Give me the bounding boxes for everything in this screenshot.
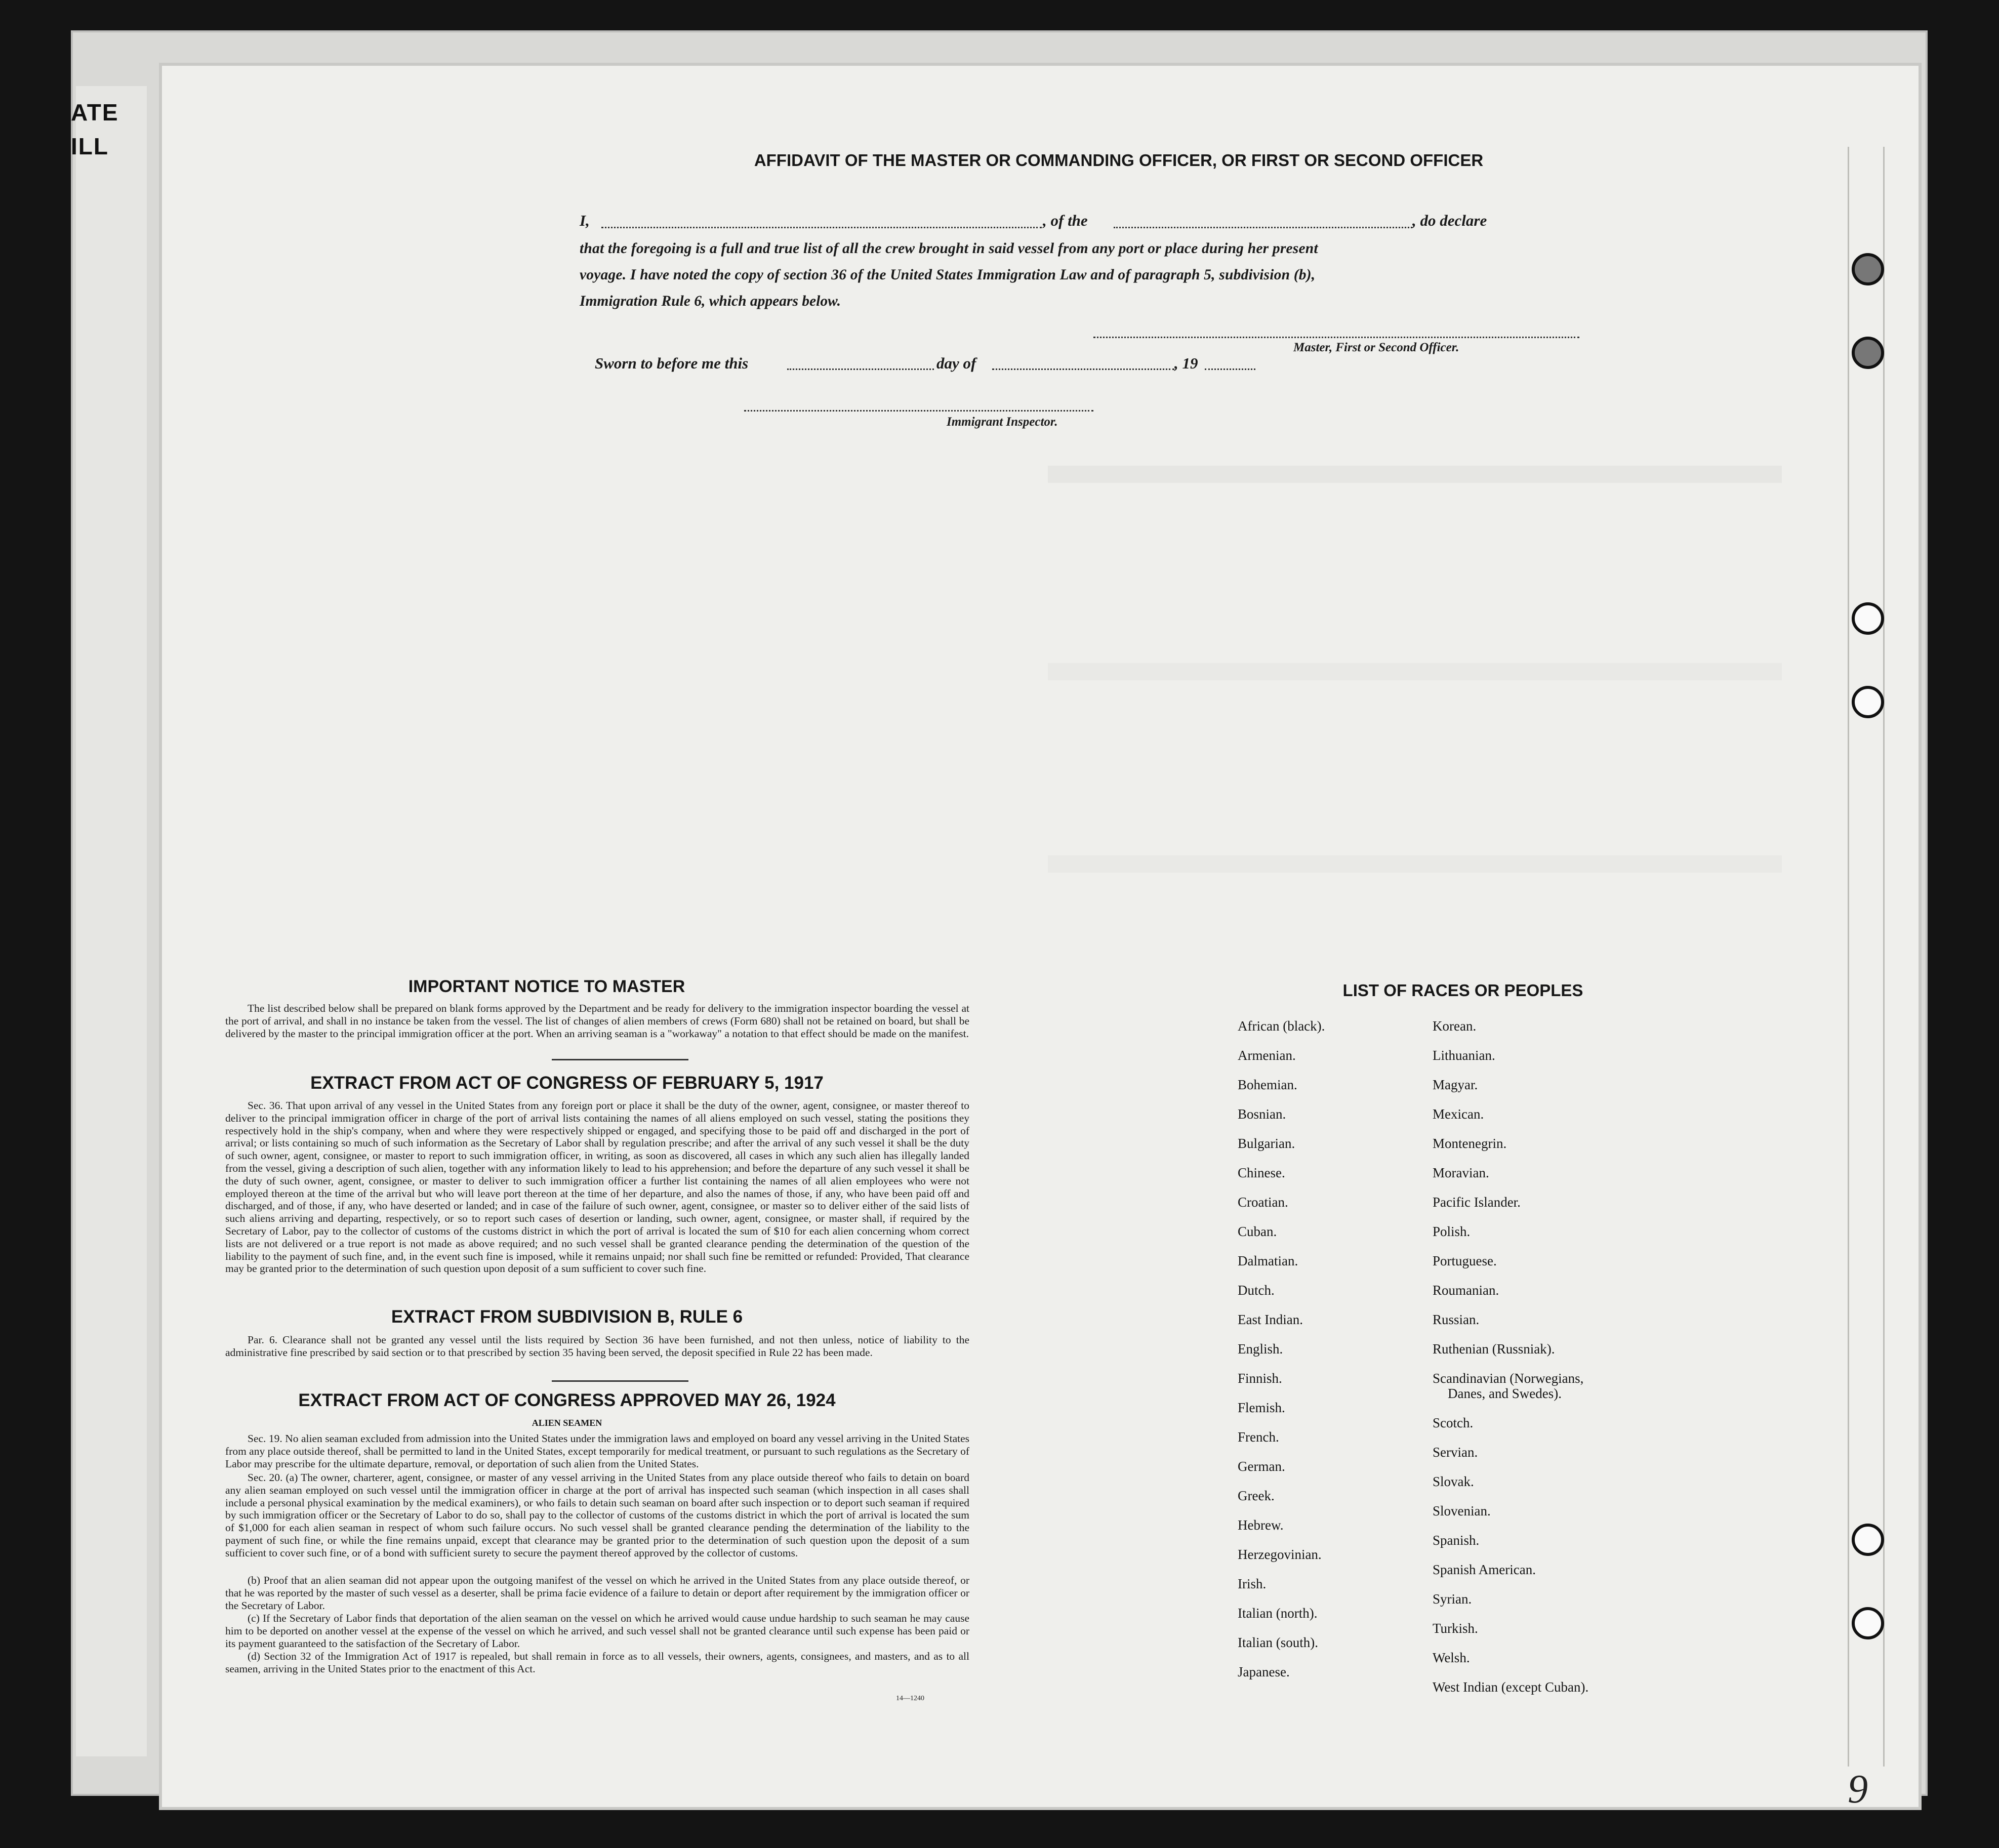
races-left-column <box>1238 1018 1325 1694</box>
race-item: Herzegovinian. <box>1238 1547 1322 1562</box>
side-margin-text-2: ILL <box>71 133 109 159</box>
race-item: Scotch. <box>1433 1415 1474 1430</box>
act-1917-title: EXTRACT FROM ACT OF CONGRESS OF FEBRUARY 5, 1917 <box>310 1073 824 1093</box>
bleed-row <box>1048 663 1782 680</box>
form-number: 14—1240 <box>896 1695 924 1702</box>
master-label: Master, First or Second Officer. <box>1293 341 1459 354</box>
race-item: West Indian (except Cuban). <box>1433 1679 1589 1695</box>
act-1924-sec20b: (b) Proof that an alien seaman did not appear upon the outgoing manifest of the vessel on which he arrived in the United States from any place outside thereof, or that he was reported by the master of such vessel as a deserter, shall be prima facie evidence of a failure to detain or deport after requirement by the immigration officer or the Secretary of Labor. <box>225 1574 969 1612</box>
race-item: Servian. <box>1433 1445 1478 1460</box>
race-item: Hebrew. <box>1238 1517 1284 1533</box>
race-item: Portuguese. <box>1433 1253 1497 1268</box>
bleed-rule <box>1883 147 1885 1767</box>
bleed-row <box>1048 855 1782 873</box>
act-1917-text: Sec. 36. That upon arrival of any vessel in the United States from any foreign port or place it shall be the duty of the owner, agent, consignee, or master thereof to deliver to the principal immigration officer in charge of the port of arrival lists containing the names of all aliens employed on such vessel, stating the positions they respectively hold in the ship's company, when and where they were respectively shipped or engaged, and specifying those to be paid off and discharged in the port of arrival; or lists containing so much of such information as the Secretary of Labor shall by regulation prescribe; and after the arrival of any such vessel it shall be the duty of such owner, agent, consignee, or master to report to such immigration officer, in writing, as soon as discovered, all cases in which any such alien has illegally landed from the vessel, giving a description of such alien, together with any information likely to lead to his apprehension; and before the departure of any such vessel it shall be the duty of such owner, agent, consignee, or master to deliver to such immigration officer a further list containing the names of all alien employees who were not employed thereon at the time of the arrival but who will leave port thereon at the time of her departure, and also the names of those, if any, who have been paid off and discharged, and of those, if any, who have deserted or landed; and in case of the failure of such owner, agent, consignee, or master so to deliver either of the said lists of such aliens arriving and departing, respectively, or so to report such cases of desertion or landing, such owner, agent, consignee, or master shall, if required by the Secretary of Labor, pay to the collector of customs of the customs district in which the port of arrival is located the sum of $10 for each alien concerning whom correct lists are not delivered or a true report is not made as above required; and no such vessel shall be granted clearance pending the determination of the question of the liability to the payment of such fine, and, in the event such fine is imposed, while it remains unpaid; nor shall such fine be remitted or refunded: Provided, That clearance may be granted prior to the determination of such question upon deposit of a sum sufficient to cover such fine. <box>225 1099 969 1275</box>
inspector-label: Immigrant Inspector. <box>947 415 1058 429</box>
race-item: German. <box>1238 1459 1285 1474</box>
affidavit-i: I, <box>580 212 590 229</box>
act-1924-title: EXTRACT FROM ACT OF CONGRESS APPROVED MAY 26, 1924 <box>298 1390 836 1410</box>
race-item: Bulgarian. <box>1238 1136 1295 1151</box>
sworn-day-blank <box>787 368 934 370</box>
affidavit-line-3: voyage. I have noted the copy of section 36 of the United States Immigration Law and of paragraph 5, subdivision (b), <box>580 267 1316 283</box>
race-item: Croatian. <box>1238 1195 1288 1210</box>
race-item: Flemish. <box>1238 1400 1285 1415</box>
race-item: Bosnian. <box>1238 1106 1286 1122</box>
race-item: Bohemian. <box>1238 1077 1297 1092</box>
binder-hole-icon <box>1852 686 1884 718</box>
notice-title: IMPORTANT NOTICE TO MASTER <box>408 977 685 996</box>
race-item: Moravian. <box>1433 1165 1489 1180</box>
race-item: African (black). <box>1238 1018 1325 1034</box>
side-strip <box>76 86 147 1756</box>
race-item: Armenian. <box>1238 1048 1296 1063</box>
race-item: Welsh. <box>1433 1650 1470 1665</box>
affidavit-line-4: Immigration Rule 6, which appears below. <box>580 293 841 309</box>
race-item: English. <box>1238 1341 1283 1357</box>
affidavit-title: AFFIDAVIT OF THE MASTER OR COMMANDING OFFICER, OR FIRST OR SECOND OFFICER <box>754 151 1484 170</box>
act-1924-sec20d: (d) Section 32 of the Immigration Act of 1917 is repealed, but shall remain in force as to all vessels, their owners, agents, consignees, and masters, and as to all seamen, arriving in the United States prior to the enactment of this Act. <box>225 1650 969 1675</box>
race-item: Dutch. <box>1238 1283 1275 1298</box>
race-item: Italian (north). <box>1238 1606 1318 1621</box>
manifest-page <box>162 66 1919 1807</box>
race-item: Irish. <box>1238 1576 1267 1591</box>
affidavit-of-the: , of the <box>1043 212 1088 229</box>
race-item: Danes, and Swedes). <box>1448 1386 1562 1401</box>
binder-hole-icon <box>1852 1524 1884 1556</box>
sworn-year-blank <box>1205 368 1255 370</box>
affidavit-do-declare: , do declare <box>1412 212 1487 229</box>
race-item: Italian (south). <box>1238 1635 1318 1650</box>
race-item: Polish. <box>1433 1224 1471 1239</box>
race-item: Russian. <box>1433 1312 1480 1327</box>
bleed-row <box>1048 466 1782 483</box>
sworn-month-blank <box>992 368 1174 370</box>
race-item: Roumanian. <box>1433 1283 1499 1298</box>
race-item: Cuban. <box>1238 1224 1277 1239</box>
act-1924-sec20c: (c) If the Secretary of Labor finds that deportation of the alien seaman on the vessel on which he arrived would cause undue hardship to such seaman he may cause him to be deported on another vessel at the expense of the vessel on which he arrived, and such vessel shall not be granted clearance until such expense has been paid or its payment guaranteed to the satisfaction of the Secretary of Labor. <box>225 1612 969 1650</box>
race-item: Pacific Islander. <box>1433 1195 1521 1210</box>
races-right-column <box>1433 1018 1588 1709</box>
binder-hole-icon <box>1852 1607 1884 1639</box>
page-number: 9 <box>1848 1767 1868 1812</box>
race-item: Dalmatian. <box>1238 1253 1298 1268</box>
act-1924-sec20a: Sec. 20. (a) The owner, charterer, agent, consignee, or master of any vessel arriving in the United States from any place outside thereof who fails to detain on board any alien seaman employed on such vessel until the immigration officer in charge at the port of arrival has inspected such seaman (which inspection in all cases shall include a personal physical examination by the medical examiners), or who fails to detain such seaman on board after such inspection or to deport such seaman if required by such immigration officer or the Secretary of Labor to do so, shall pay to the collector of customs of the customs district in which the port of arrival is located the sum of $1,000 for each alien seaman in respect of whom such failure occurs. No such vessel shall be granted clearance pending the determination of the liability to the payment of such fine, or while the fine remains unpaid, except that clearance may be granted prior to the determination of such question upon the deposit of a sum sufficient to cover such fine, or of a bond with sufficient surety to secure the payment thereof approved by the collector of customs. <box>225 1471 969 1559</box>
race-item: East Indian. <box>1238 1312 1303 1327</box>
races-title: LIST OF RACES OR PEOPLES <box>1342 981 1583 1000</box>
vessel-blank <box>1114 227 1412 228</box>
race-item: Mexican. <box>1433 1106 1484 1122</box>
act-1924-sec19: Sec. 19. No alien seaman excluded from admission into the United States under the immigration laws and employed on board any vessel arriving in the United States from any place outside thereof, shall be permitted to land in the United States, except temporarily for medical treatment, or pursuant to such regulations as the Secretary of Labor may prescribe for the ultimate departure, removal, or deportation of such alien from the United States. <box>225 1432 969 1470</box>
sworn-day-of: day of <box>936 354 976 372</box>
notice-text: The list described below shall be prepared on blank forms approved by the Department and be ready for delivery to the immigration inspector boarding the vessel at the port of arrival, and shall in no instance be taken from the vessel. The list of changes of alien members of crews (Form 680) shall not be retained on board, but shall be delivered by the master to the principal immigration officer at the port. When an arriving seaman is a "workaway" a notation to that effect should be made on the manifest. <box>225 1002 969 1040</box>
race-item: Korean. <box>1433 1018 1477 1034</box>
race-item: Chinese. <box>1238 1165 1285 1180</box>
race-item: Japanese. <box>1238 1664 1290 1679</box>
race-item: Scandinavian (Norwegians, <box>1433 1371 1584 1386</box>
race-item: Finnish. <box>1238 1371 1282 1386</box>
binder-hole-icon <box>1852 337 1884 369</box>
race-item: Spanish. <box>1433 1533 1480 1548</box>
rule6-text: Par. 6. Clearance shall not be granted any vessel until the lists required by Section 36 have been furnished, and not then unless, notice of liability to the administrative fine prescribed by said section or to that prescribed by section 35 having been served, the deposit specified in Rule 22 has been made. <box>225 1334 969 1359</box>
divider <box>552 1380 688 1382</box>
race-item: Spanish American. <box>1433 1562 1536 1577</box>
race-item: Syrian. <box>1433 1591 1472 1607</box>
binder-hole-icon <box>1852 253 1884 285</box>
affidavit-line-2: that the foregoing is a full and true list of all the crew brought in said vessel from any port or place during her present <box>580 240 1318 257</box>
race-item: Turkish. <box>1433 1621 1478 1636</box>
race-item: Greek. <box>1238 1488 1275 1503</box>
binder-hole-icon <box>1852 602 1884 635</box>
name-blank <box>601 227 1042 228</box>
race-item: Lithuanian. <box>1433 1048 1495 1063</box>
sworn-text: Sworn to before me this <box>595 354 749 372</box>
race-item: Montenegrin. <box>1433 1136 1507 1151</box>
race-item: Slovenian. <box>1433 1503 1491 1518</box>
inspector-blank <box>744 410 1093 412</box>
race-item: Ruthenian (Russniak). <box>1433 1341 1555 1357</box>
sworn-year: , 19 <box>1174 354 1198 372</box>
race-item: Slovak. <box>1433 1474 1474 1489</box>
act-1924-subtitle: ALIEN SEAMEN <box>532 1418 602 1428</box>
race-item: French. <box>1238 1429 1279 1445</box>
signature-blank <box>1093 337 1579 338</box>
rule6-title: EXTRACT FROM SUBDIVISION B, RULE 6 <box>391 1307 743 1327</box>
bleed-rule <box>1848 147 1849 1767</box>
race-item: Magyar. <box>1433 1077 1478 1092</box>
side-margin-text-1: ATE <box>71 99 119 126</box>
divider <box>552 1059 688 1060</box>
